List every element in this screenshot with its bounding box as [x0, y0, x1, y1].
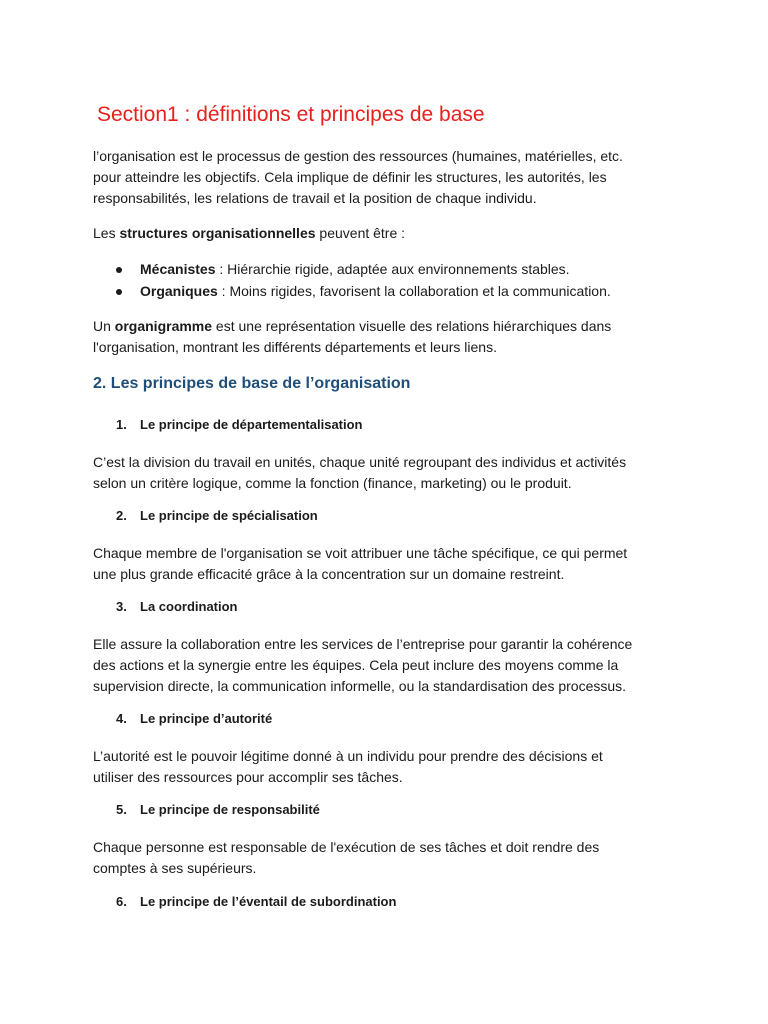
principle-title: Le principe de départementalisation [140, 417, 363, 432]
section-title: Section1 : définitions et principes de base [97, 103, 485, 126]
organigramme-line: l'organisation, montrant les différents départements et leurs liens. [93, 339, 497, 355]
principle-heading [116, 802, 320, 817]
principle-number: 1. [116, 417, 127, 432]
bullet-term: Organiques [140, 283, 218, 299]
organigramme-suffix: est une représentation visuelle des relations hiérarchiques dans [212, 318, 612, 334]
principle-heading [116, 711, 272, 726]
principle-number: 2. [116, 508, 127, 523]
principle-title: Le principe d’autorité [140, 711, 273, 726]
organigramme-paragraph [93, 316, 693, 358]
principle-title: La coordination [140, 599, 238, 614]
principle-line: C’est la division du travail en unités, chaque unité regroupant des individus et activités [93, 454, 627, 470]
intro-paragraph [93, 146, 693, 209]
principle-line: supervision directe, la communication informelle, ou la standardisation des processus. [93, 678, 627, 694]
principle-line: L’autorité est le pouvoir légitime donné à un individu pour prendre des décisions et [93, 748, 603, 764]
principle-heading [116, 508, 318, 523]
section2-heading: 2. Les principes de base de l’organisation [93, 375, 411, 392]
organigramme-prefix: Un [93, 318, 115, 334]
principle-paragraph [93, 452, 693, 494]
principle-title: Le principe de spécialisation [140, 508, 318, 523]
bullet-term: Mécanistes [140, 261, 216, 277]
principle-line: comptes à ses supérieurs. [93, 860, 257, 876]
principle-heading [116, 599, 238, 614]
principle-paragraph [93, 746, 693, 788]
principle-heading [116, 894, 396, 909]
bullet-text: : Hiérarchie rigide, adaptée aux environnements stables. [215, 261, 570, 277]
principle-line: une plus grande efficacité grâce à la concentration sur un domaine restreint. [93, 566, 565, 582]
principle-title: Le principe de l’éventail de subordination [140, 894, 397, 909]
organigramme-term: organigramme [114, 318, 213, 334]
principle-paragraph [93, 543, 693, 585]
principle-number: 3. [116, 599, 127, 614]
principle-paragraph [93, 837, 693, 879]
principle-number: 4. [116, 711, 127, 726]
principle-title: Le principe de responsabilité [140, 802, 320, 817]
principle-number: 6. [116, 894, 127, 909]
intro-line: l’organisation est le processus de gestion des ressources (humaines, matérielles, etc. [93, 148, 623, 164]
principle-number: 5. [116, 802, 127, 817]
structures-suffix: peuvent être : [315, 225, 406, 241]
principle-line: selon un critère logique, comme la fonction (finance, marketing) ou le produit. [93, 475, 572, 491]
principle-line: utiliser des ressources pour accomplir ses tâches. [93, 769, 403, 785]
principle-line: Chaque personne est responsable de l'exécution de ses tâches et doit rendre des [93, 839, 600, 855]
bullet-text: : Moins rigides, favorisent la collaboration et la communication. [217, 283, 611, 299]
principle-line: des actions et la synergie entre les équipes. Cela peut inclure des moyens comme la [93, 657, 619, 673]
bullet-dot-icon [116, 267, 122, 273]
principle-line: Elle assure la collaboration entre les services de l’entreprise pour garantir la cohérence [93, 636, 633, 652]
structures-term: structures organisationnelles [119, 225, 316, 241]
intro-line: responsabilités, les relations de travail et la position de chaque individu. [93, 190, 537, 206]
structures-prefix: Les [93, 225, 120, 241]
principle-heading [116, 417, 363, 432]
structures-paragraph [93, 223, 693, 244]
intro-line: pour atteindre les objectifs. Cela implique de définir les structures, les autorités, les [93, 169, 607, 185]
bullet-dot-icon [116, 289, 122, 295]
principle-paragraph [93, 634, 693, 697]
principle-line: Chaque membre de l'organisation se voit attribuer une tâche spécifique, ce qui permet [93, 545, 628, 561]
